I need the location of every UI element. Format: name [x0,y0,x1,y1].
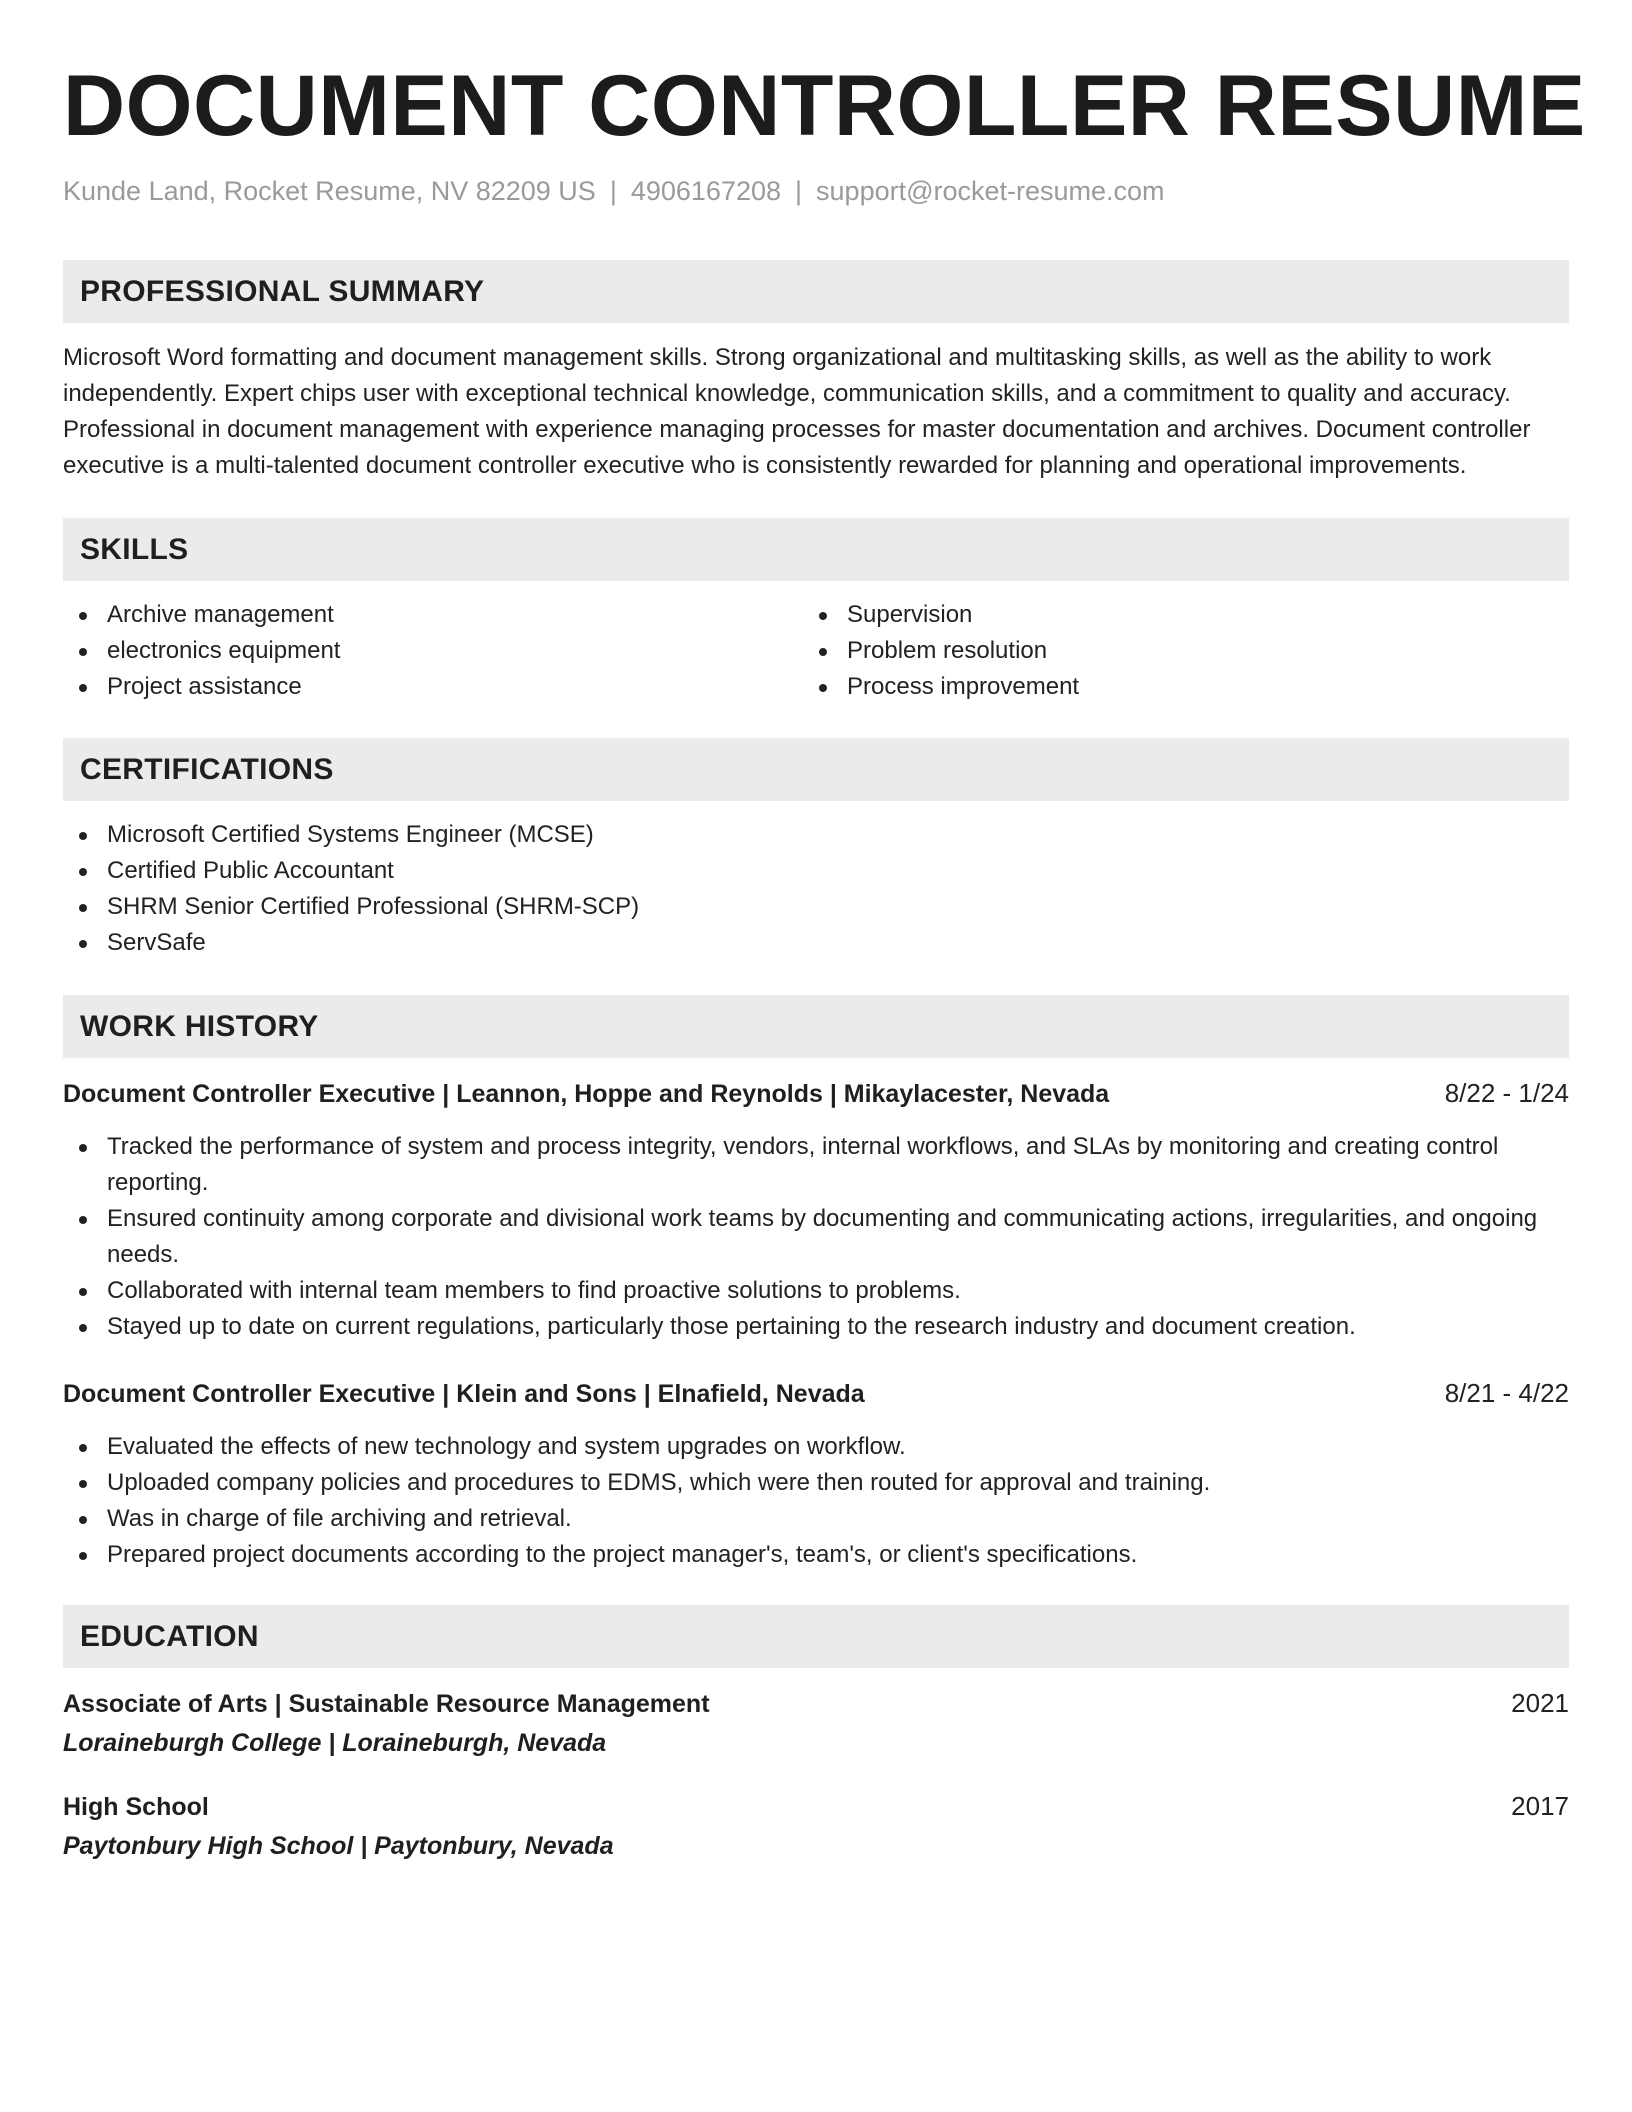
job-bullet: Collaborated with internal team members to find proactive solutions to problems. [63,1273,1569,1309]
contact-address: Kunde Land, Rocket Resume, NV 82209 US [63,176,596,206]
education-school: Paytonbury High School | Paytonbury, Nevada [63,1832,614,1860]
skill-item: Archive management [63,597,803,633]
summary-text: Microsoft Word formatting and document management skills. Strong organizational and multitasking skills, as well as the ability to work independently. Expert chips user with exceptional technical knowledge, communication skills, and a commitment to quality and accuracy. Professional in document management with experience managing processes for master documentation and archives. Document controller executive is a multi-talented document controller executive who is consistently rewarded for planning and operational improvements. [63,344,1531,479]
job-title: Document Controller Executive | Leannon, Hoppe and Reynolds | Mikaylacester, Nevada [63,1080,1110,1108]
certification-item: Certified Public Accountant [63,853,1569,889]
section-header-skills: SKILLS [63,518,1569,581]
job-bullet: Evaluated the effects of new technology and system upgrades on workflow. [63,1429,1569,1465]
skill-item: Problem resolution [803,633,1543,669]
job-header [63,1075,1569,1112]
contact-line [63,174,1569,208]
job-dates: 8/22 - 1/24 [1444,1078,1569,1108]
contact-email: support@rocket-resume.com [816,176,1165,206]
skill-item: Project assistance [63,669,803,705]
contact-separator: | [795,176,803,206]
section-header-certifications: CERTIFICATIONS [63,738,1569,801]
certifications-list [63,817,1569,961]
education-degree: Associate of Arts | Sustainable Resource Management [63,1690,710,1718]
education-header [63,1685,1569,1722]
job-header [63,1375,1569,1412]
job-bullet: Prepared project documents according to the project manager's, team's, or client's specifications. [63,1537,1569,1573]
skills-list-right [803,597,1543,705]
education-school: Loraineburgh College | Loraineburgh, Nevada [63,1729,607,1757]
job-bullet: Uploaded company policies and procedures to EDMS, which were then routed for approval and training. [63,1465,1569,1501]
job-entry [63,1375,1569,1573]
certification-item: SHRM Senior Certified Professional (SHRM-SCP) [63,889,1569,925]
job-title: Document Controller Executive | Klein and Sons | Elnafield, Nevada [63,1380,865,1408]
job-bullets [63,1429,1569,1573]
education-year: 2021 [1511,1688,1569,1718]
skill-item: Supervision [803,597,1543,633]
certification-item: ServSafe [63,925,1569,961]
skills-grid [63,581,1569,705]
job-bullet: Stayed up to date on current regulations, particularly those pertaining to the research industry and document creation. [63,1309,1569,1345]
contact-separator: | [609,176,617,206]
certification-item: Microsoft Certified Systems Engineer (MCSE) [63,817,1569,853]
job-bullet: Was in charge of file archiving and retrieval. [63,1501,1569,1537]
resume-title: DOCUMENT CONTROLLER RESUME [63,58,1586,154]
job-bullets [63,1129,1569,1345]
section-header-education: EDUCATION [63,1605,1569,1668]
job-bullet: Tracked the performance of system and process integrity, vendors, internal workflows, and SLAs by monitoring and creating control reporting. [63,1129,1569,1201]
job-bullet: Ensured continuity among corporate and divisional work teams by documenting and communicating actions, irregularities, and ongoing needs. [63,1201,1569,1273]
job-dates: 8/21 - 4/22 [1444,1378,1569,1408]
education-entry [63,1685,1569,1761]
skills-list-left [63,597,803,705]
contact-phone: 4906167208 [630,176,782,206]
job-entry [63,1075,1569,1345]
skill-item: Process improvement [803,669,1543,705]
education-degree: High School [63,1793,209,1821]
education-header [63,1788,1569,1825]
skill-item: electronics equipment [63,633,803,669]
section-header-summary: PROFESSIONAL SUMMARY [63,260,1569,323]
section-header-work-history: WORK HISTORY [63,995,1569,1058]
education-year: 2017 [1511,1791,1569,1821]
education-entry [63,1788,1569,1864]
